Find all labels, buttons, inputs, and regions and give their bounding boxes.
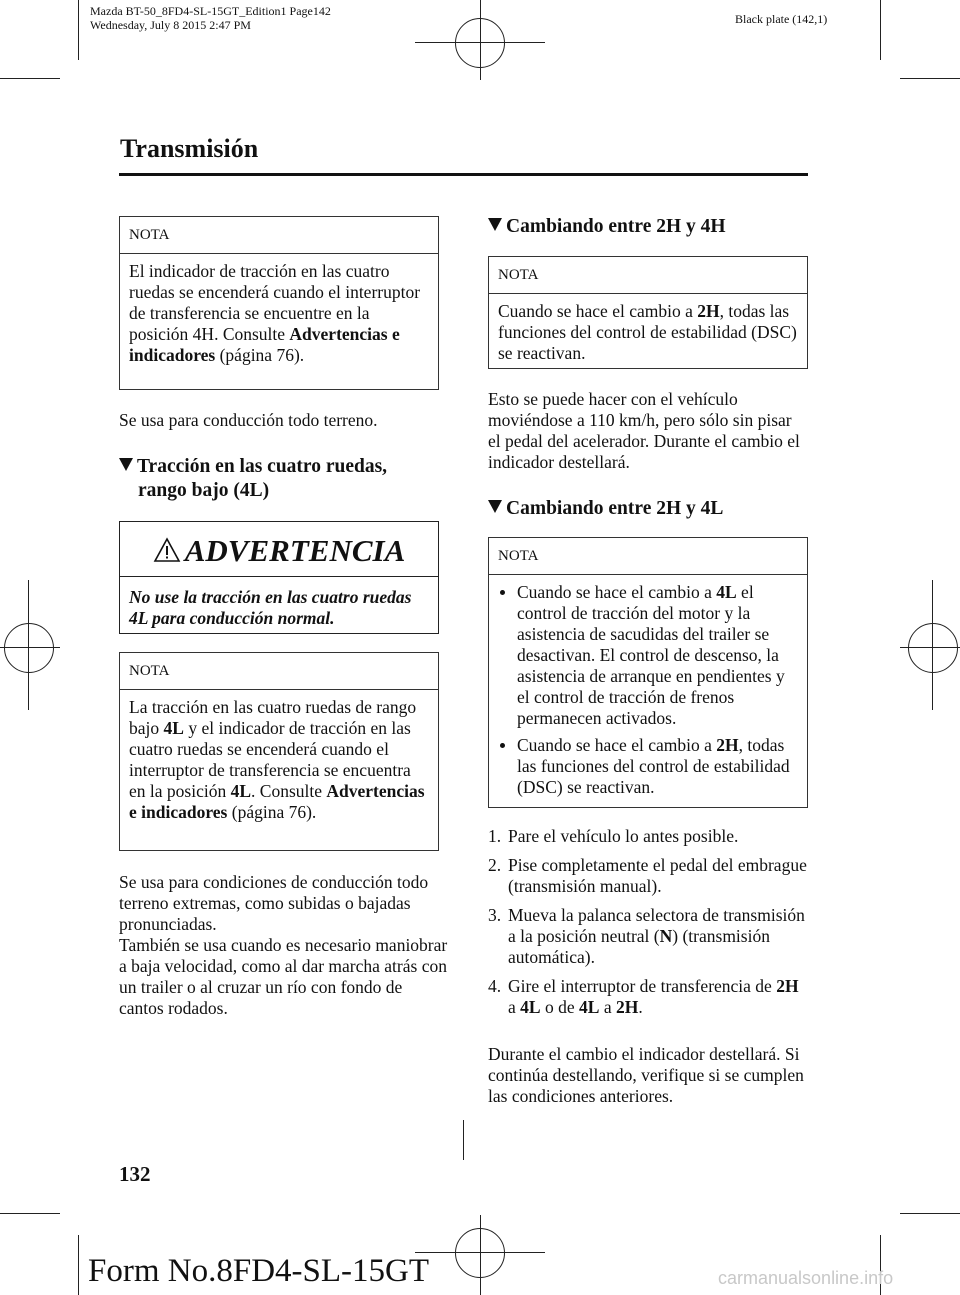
- warning-icon: [153, 537, 181, 563]
- page-number: 132: [119, 1162, 151, 1186]
- triangle-bullet-icon: [488, 218, 502, 231]
- note-body: La tracción en las cuatro ruedas de rango bajo 4L y el indicador de tracción en las cuatro ruedas se encenderá cuando el interruptor de transferencia se encuentra en la posición 4L. Consulte Advertencias e indicadores (página 76).: [129, 697, 425, 822]
- plate-label: Black plate (142,1): [735, 12, 828, 26]
- note-box-4h: [119, 216, 439, 390]
- paragraph: También se usa cuando es necesario maniobrar a baja velocidad, como al dar marcha atrás con un trailer o al cruzar un río con fondo de cantos rodados.: [119, 935, 448, 1018]
- note-header: NOTA: [120, 653, 438, 690]
- warning-box: [119, 521, 439, 634]
- title-rule: [119, 173, 808, 176]
- list-item: 4. Gire el interruptor de transferencia de 2H a 4L o de 4L a 2H.: [488, 976, 799, 1017]
- list-item: 3. Mueva la palanca selectora de transmisión a la posición neutral (N) (transmisión automática).: [488, 905, 805, 967]
- steps-list: [488, 826, 808, 1018]
- print-meta-line1: Mazda BT-50_8FD4-SL-15GT_Edition1 Page142: [90, 4, 331, 18]
- section-title: Transmisión: [120, 134, 259, 163]
- warning-header: ADVERTENCIA: [120, 522, 438, 577]
- note-body: El indicador de tracción en las cuatro ruedas se encenderá cuando el interruptor de transferencia se encuentre en la posición 4H. Consulte Advertencias e indicadores (página 76).: [129, 261, 421, 365]
- note-box-2h: [488, 256, 808, 369]
- triangle-bullet-icon: [488, 500, 502, 513]
- watermark: carmanualsonline.info: [718, 1268, 894, 1288]
- warning-text: No use la tracción en las cuatro ruedas 4L para conducción normal.: [129, 587, 412, 628]
- note-body: Cuando se hace el cambio a 2H, todas las funciones del control de estabilidad (DSC) se reactivan.: [498, 301, 797, 363]
- print-meta-line2: Wednesday, July 8 2015 2:47 PM: [90, 18, 251, 32]
- form-number: Form No.8FD4-SL-15GT: [88, 1253, 430, 1289]
- heading-2h-4h: Cambiando entre 2H y 4H: [488, 215, 818, 239]
- list-item: Cuando se hace el cambio a 4L el control de tracción del motor y la asistencia de sacudidas del trailer se desactivan. El control de descenso, la asistencia de arranque en pendientes y el control de tracción de frenos permanecen activados.: [498, 582, 798, 729]
- heading-2h-4l: Cambiando entre 2H y 4L: [488, 497, 818, 521]
- note-header: NOTA: [489, 538, 807, 575]
- cross-reference: Advertencias e indicadores: [129, 324, 400, 365]
- paragraph: Se usa para condiciones de conducción todo terreno extremas, como subidas o bajadas pronunciadas.: [119, 872, 429, 934]
- heading-4l: Tracción en las cuatro ruedas, rango bajo (4L): [119, 455, 449, 503]
- triangle-bullet-icon: [119, 458, 133, 471]
- list-item: 1. Pare el vehículo lo antes posible.: [488, 826, 739, 846]
- paragraph: Durante el cambio el indicador destellará. Si continúa destellando, verifique si se cumplen las condiciones anteriores.: [488, 1044, 804, 1106]
- paragraph: Se usa para conducción todo terreno.: [119, 410, 378, 430]
- list-item: Cuando se hace el cambio a 2H, todas las funciones del control de estabilidad (DSC) se reactivan.: [498, 735, 798, 798]
- cross-reference: Advertencias e indicadores: [129, 781, 425, 822]
- note-header: NOTA: [120, 217, 438, 254]
- note-box-4l: [119, 652, 439, 851]
- list-item: 2. Pise completamente el pedal del embrague (transmisión manual).: [488, 855, 807, 896]
- note-body: [489, 575, 807, 798]
- print-meta: [90, 4, 331, 32]
- note-header: NOTA: [489, 257, 807, 294]
- note-box-2h-4l: [488, 537, 808, 808]
- paragraph: Esto se puede hacer con el vehículo moviéndose a 110 km/h, pero sólo sin pisar el pedal del acelerador. Durante el cambio el indicador destellará.: [488, 389, 800, 472]
